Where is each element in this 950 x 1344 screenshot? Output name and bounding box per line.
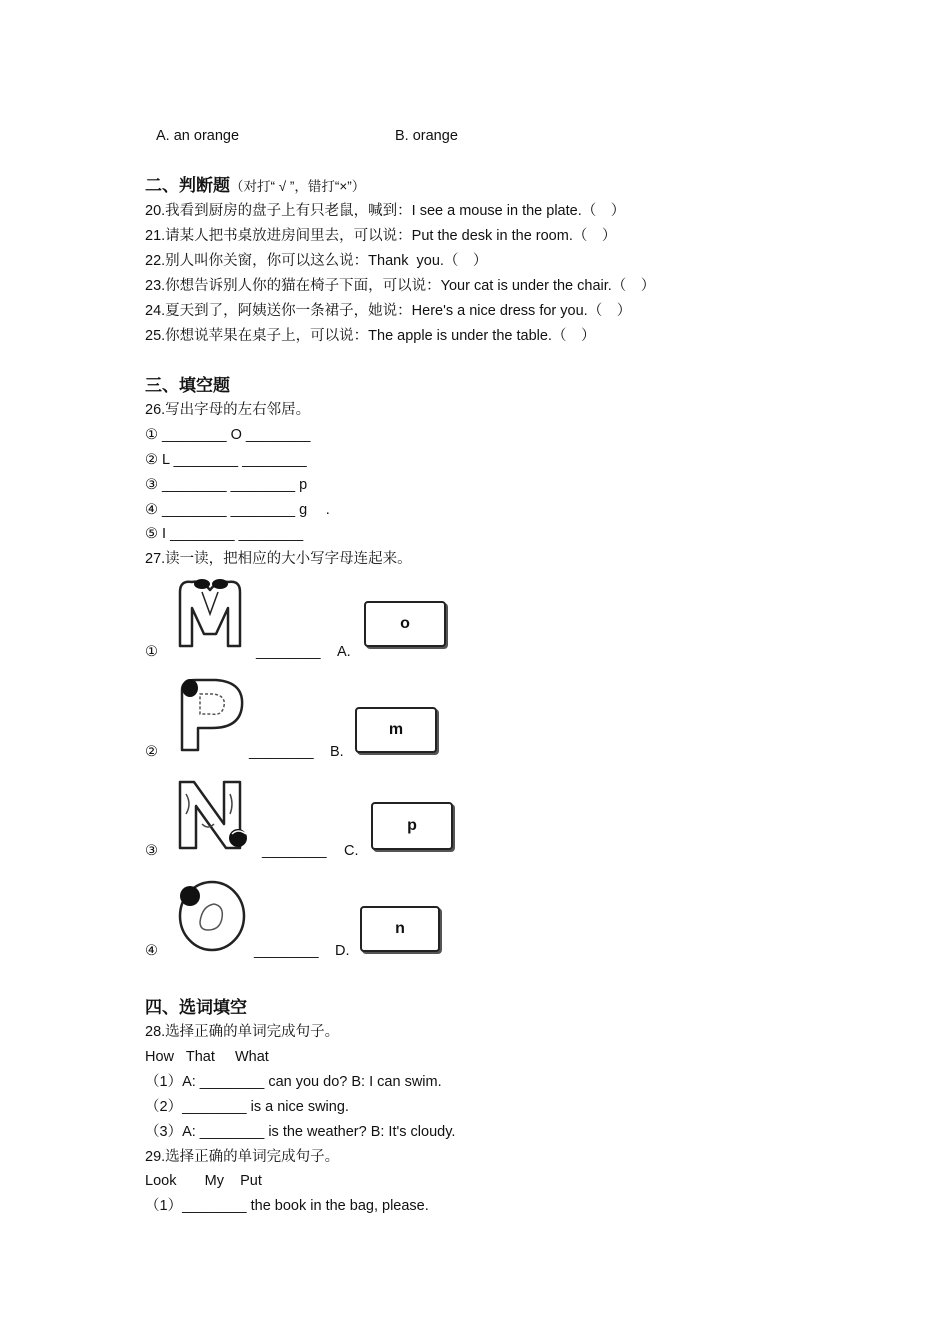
uppercase-m-picture: [172, 574, 248, 650]
section-2-heading: [145, 175, 365, 198]
q27-row2-blank: ________: [249, 744, 314, 760]
q27-option-d-label: D.: [335, 943, 350, 959]
question-20: 20.我看到厨房的盘子上有只老鼠，喊到：I see a mouse in the plate.（ ）: [145, 203, 626, 219]
option-a: A. an orange: [156, 128, 240, 144]
q26-item-5: ⑤ I ________ ________: [145, 526, 304, 542]
q27-row4-number: ④: [145, 943, 158, 959]
q28-item-2: （2）________ is a nice swing.: [145, 1099, 349, 1115]
question-26-prompt: 26.写出字母的左右邻居。: [145, 402, 311, 418]
question-28-prompt: 28.选择正确的单词完成句子。: [145, 1024, 340, 1040]
q27-option-b-label: B.: [330, 744, 344, 760]
option-b: B. orange: [395, 128, 458, 144]
section-2-note: （对打“ √ ”，错打“×”）: [230, 179, 366, 194]
lowercase-o-card: o: [364, 601, 446, 647]
q26-item-4: ④ ________ ________ g .: [145, 502, 330, 518]
q27-option-a-label: A.: [337, 644, 351, 660]
lowercase-n-card: n: [360, 906, 440, 952]
question-25: 25.你想说苹果在桌子上，可以说：The apple is under the table.（ ）: [145, 328, 596, 344]
lowercase-p-card: p: [371, 802, 453, 850]
q28-word-bank: How That What: [145, 1049, 269, 1065]
q26-item-1: ① ________ O ________: [145, 427, 311, 443]
q26-item-2: ② L ________ ________: [145, 452, 307, 468]
q27-option-c-label: C.: [344, 843, 359, 859]
q26-item-3: ③ ________ ________ p: [145, 477, 308, 493]
q29-item-1: （1）________ the book in the bag, please.: [145, 1198, 429, 1214]
q28-item-3: （3）A: ________ is the weather? B: It's cloudy.: [145, 1124, 456, 1140]
question-27-prompt: 27.读一读，把相应的大小写字母连起来。: [145, 551, 412, 567]
question-23: 23.你想告诉别人你的猫在椅子下面，可以说：Your cat is under the chair.（ ）: [145, 278, 656, 294]
question-29-prompt: 29.选择正确的单词完成句子。: [145, 1149, 340, 1165]
section-4-title: 四、选词填空: [145, 998, 247, 1017]
q27-row4-blank: ________: [254, 943, 319, 959]
question-24: 24.夏天到了，阿姨送你一条裙子，她说：Here's a nice dress for you.（ ）: [145, 303, 632, 319]
q28-item-1: （1）A: ________ can you do? B: I can swim.: [145, 1074, 442, 1090]
section-3-title: 三、填空题: [145, 376, 230, 395]
question-22: 22.别人叫你关窗，你可以这么说：Thank you.（ ）: [145, 253, 488, 269]
q27-row1-number: ①: [145, 644, 158, 660]
q27-row1-blank: ________: [256, 644, 321, 660]
q27-row2-number: ②: [145, 744, 158, 760]
q27-row3-blank: ________: [262, 843, 327, 859]
lowercase-m-card: m: [355, 707, 437, 753]
uppercase-o-picture: [172, 876, 250, 954]
q27-row3-number: ③: [145, 843, 158, 859]
uppercase-n-picture: [172, 774, 254, 854]
uppercase-p-picture: [172, 676, 248, 754]
section-2-title: 二、判断题: [145, 176, 230, 195]
q29-word-bank: Look My Put: [145, 1173, 262, 1189]
question-21: 21.请某人把书桌放进房间里去，可以说：Put the desk in the room.（ ）: [145, 228, 617, 244]
